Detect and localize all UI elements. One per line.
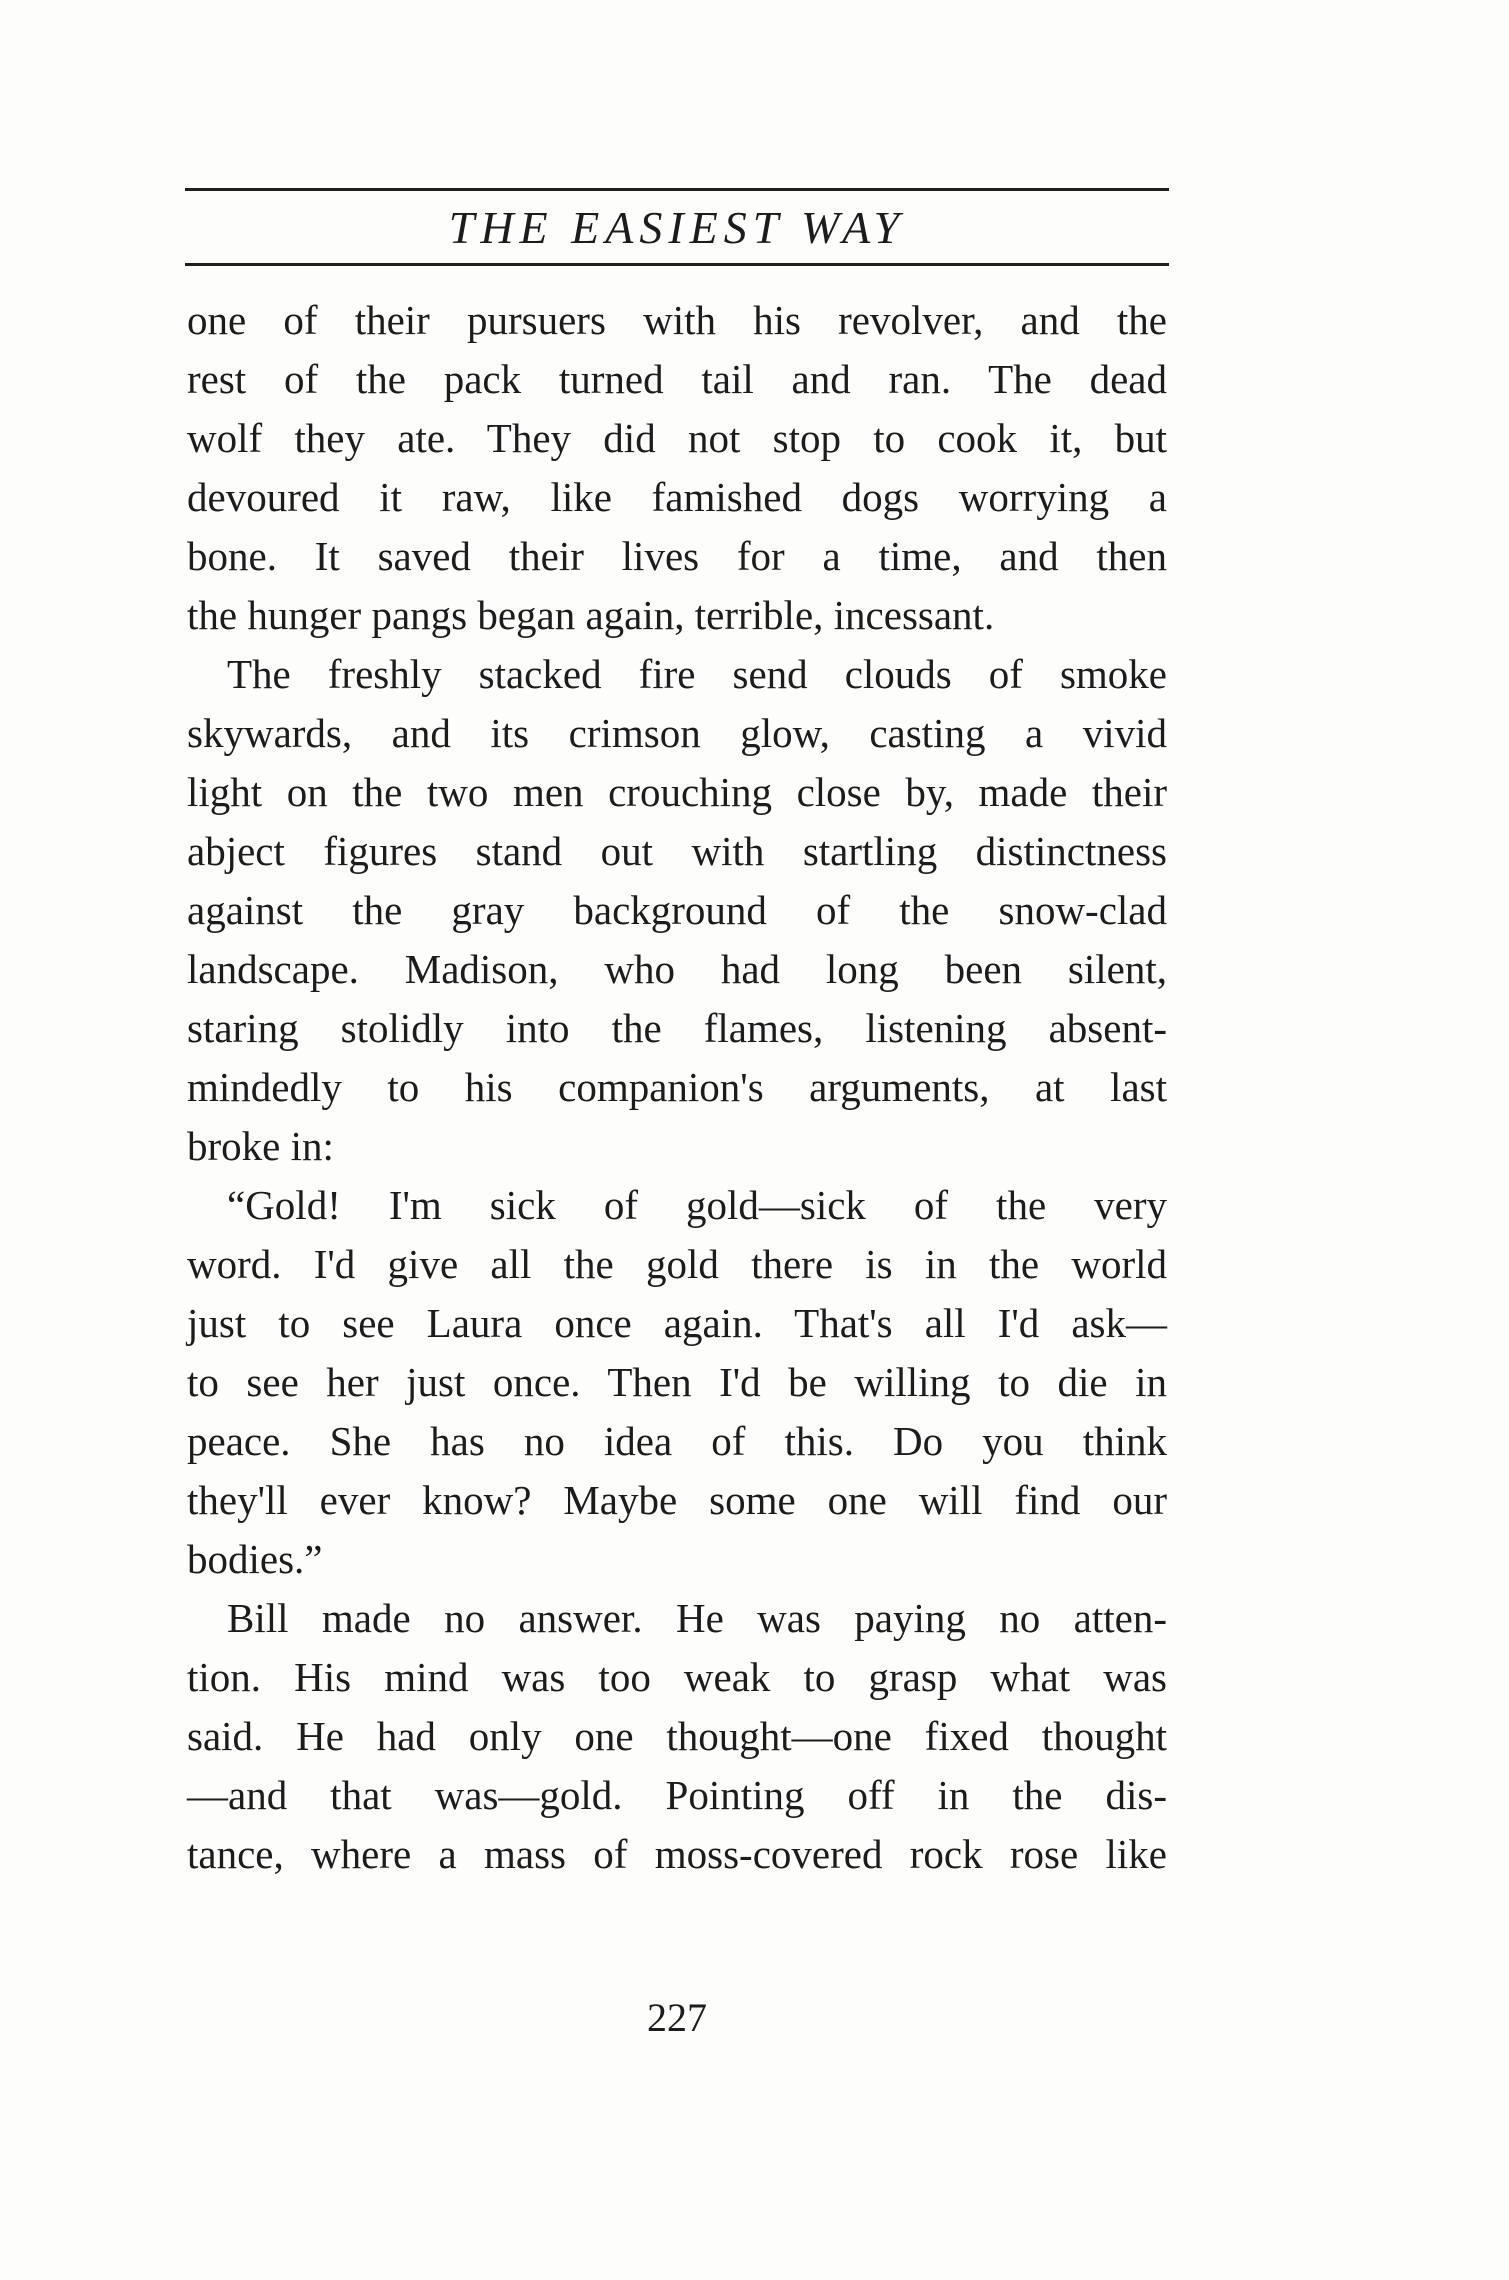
paragraph-start-line: The freshly stacked fire send clouds of smoke [227,651,1167,697]
text-line: one of their pursuers with his revolver, and the [187,297,1167,343]
text-line: light on the two men crouching close by, made their [187,769,1167,815]
text-line: mindedly to his companion's arguments, at last [187,1064,1167,1110]
text-line: to see her just once. Then I'd be willing to die in [187,1359,1167,1405]
text-line: bodies.” [187,1536,323,1582]
text-line: against the gray background of the snow-clad [187,887,1167,933]
text-line: rest of the pack turned tail and ran. The dead [187,356,1167,402]
header-bottom-rule [185,263,1169,266]
text-line: landscape. Madison, who had long been silent, [187,946,1167,992]
paragraph-start-line: “Gold! I'm sick of gold—sick of the very [227,1182,1167,1228]
header-top-rule [185,188,1169,191]
text-line: bone. It saved their lives for a time, and then [187,533,1167,579]
text-line: —and that was—gold. Pointing off in the dis- [187,1772,1167,1818]
page-number: 227 [647,1995,707,2040]
text-line: staring stolidly into the flames, listening absent- [187,1005,1167,1051]
body-text [187,291,1167,1884]
text-line: the hunger pangs began again, terrible, incessant. [187,592,995,638]
text-line: broke in: [187,1123,334,1169]
text-line: peace. She has no idea of this. Do you think [187,1418,1167,1464]
text-line: just to see Laura once again. That's all I'd ask— [187,1300,1167,1346]
text-line: tance, where a mass of moss-covered rock rose like [187,1831,1167,1877]
text-line: skywards, and its crimson glow, casting a vivid [187,710,1167,756]
text-line: wolf they ate. They did not stop to cook it, but [187,415,1167,461]
text-line: abject figures stand out with startling distinctness [187,828,1167,874]
text-line: word. I'd give all the gold there is in the world [187,1241,1167,1287]
paragraph-start-line: Bill made no answer. He was paying no atten- [227,1595,1167,1641]
running-head-title: THE EASIEST WAY [448,202,906,253]
text-line: devoured it raw, like famished dogs worrying a [187,474,1167,520]
text-line: they'll ever know? Maybe some one will find our [187,1477,1167,1523]
text-line: tion. His mind was too weak to grasp what was [187,1654,1167,1700]
text-line: said. He had only one thought—one fixed thought [187,1713,1167,1759]
